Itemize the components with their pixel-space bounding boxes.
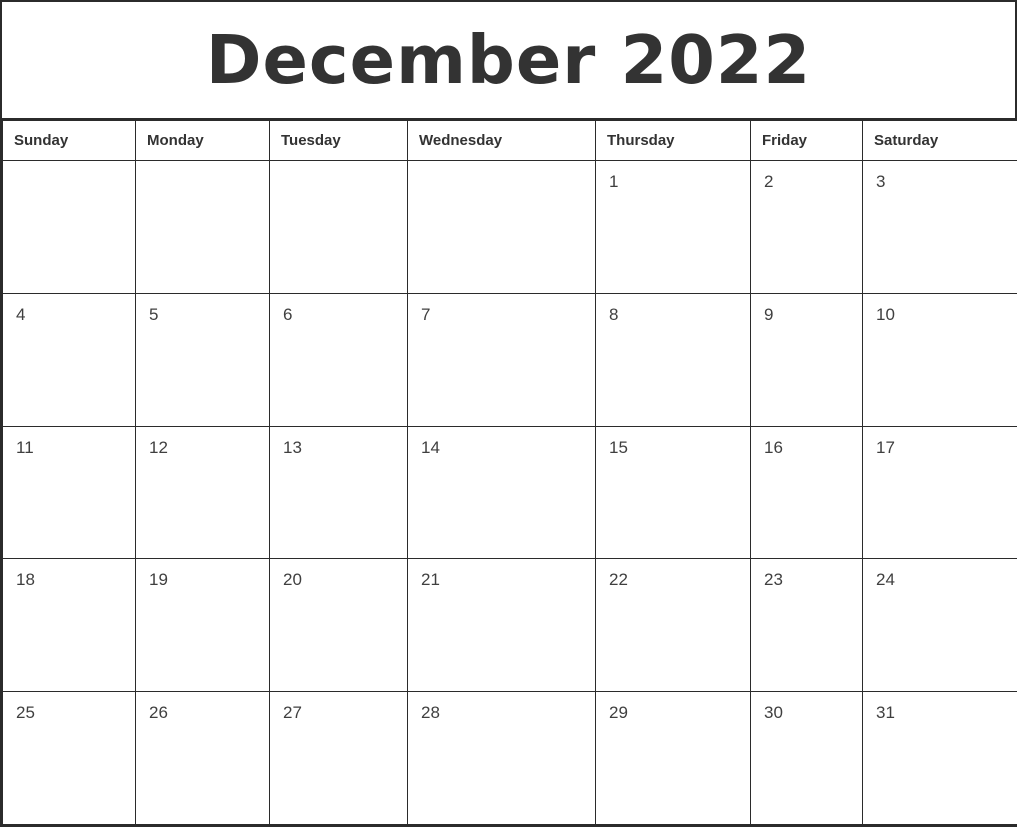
date-number: 27 — [283, 703, 302, 723]
day-cell — [596, 559, 751, 692]
date-number: 22 — [609, 570, 628, 590]
day-cell — [270, 161, 408, 294]
date-number: 26 — [149, 703, 168, 723]
day-cell — [596, 161, 751, 294]
date-number: 19 — [149, 570, 168, 590]
date-number — [408, 161, 595, 172]
day-cell — [751, 293, 863, 426]
week-row — [3, 559, 1017, 692]
weekday-header-wednesday: Wednesday — [408, 121, 596, 161]
weekday-header-sunday: Sunday — [3, 121, 136, 161]
date-number: 3 — [876, 172, 886, 191]
day-cell — [3, 426, 136, 559]
date-number: 6 — [283, 304, 293, 324]
day-cell — [136, 426, 270, 559]
date-number: 10 — [876, 304, 895, 324]
day-cell — [408, 161, 596, 294]
weekday-header-monday: Monday — [136, 121, 270, 161]
date-number: 13 — [283, 437, 302, 457]
date-number: 7 — [421, 304, 431, 324]
date-number — [136, 161, 269, 172]
date-number: 18 — [16, 570, 35, 590]
day-cell — [408, 692, 596, 825]
day-cell — [3, 293, 136, 426]
day-cell — [3, 559, 136, 692]
day-cell — [863, 161, 1017, 294]
day-cell — [751, 426, 863, 559]
date-number: 17 — [876, 437, 895, 457]
date-number: 30 — [764, 703, 783, 723]
weekday-header-friday: Friday — [751, 121, 863, 161]
date-number — [270, 161, 407, 172]
day-cell — [270, 559, 408, 692]
date-number: 1 — [609, 172, 619, 191]
calendar-grid — [2, 120, 1017, 825]
week-row — [3, 426, 1017, 559]
day-cell — [863, 559, 1017, 692]
day-cell — [863, 426, 1017, 559]
day-cell — [136, 692, 270, 825]
day-cell — [136, 161, 270, 294]
date-number: 24 — [876, 570, 895, 590]
date-number: 8 — [609, 304, 619, 324]
date-number: 31 — [876, 703, 895, 723]
day-cell — [408, 559, 596, 692]
date-number: 14 — [421, 437, 440, 457]
day-cell — [270, 692, 408, 825]
date-number: 20 — [283, 570, 302, 590]
day-cell — [596, 692, 751, 825]
date-number: 11 — [16, 437, 34, 457]
week-row — [3, 293, 1017, 426]
date-number: 9 — [764, 304, 774, 324]
day-cell — [270, 426, 408, 559]
day-cell — [3, 692, 136, 825]
day-cell — [751, 692, 863, 825]
week-row — [3, 161, 1017, 294]
day-cell — [3, 161, 136, 294]
date-number — [3, 161, 135, 172]
weekday-header-tuesday: Tuesday — [270, 121, 408, 161]
weekday-header-saturday: Saturday — [863, 121, 1017, 161]
day-cell — [270, 293, 408, 426]
date-number: 23 — [764, 570, 783, 590]
date-number: 5 — [149, 304, 159, 324]
date-number: 15 — [609, 437, 628, 457]
weekday-header-thursday: Thursday — [596, 121, 751, 161]
calendar-title: December 2022 — [205, 20, 812, 99]
date-number: 29 — [609, 703, 628, 723]
day-cell — [751, 161, 863, 294]
day-cell — [596, 293, 751, 426]
day-cell — [136, 293, 270, 426]
date-number: 2 — [764, 172, 774, 191]
day-cell — [863, 692, 1017, 825]
day-cell — [408, 293, 596, 426]
day-cell — [863, 293, 1017, 426]
date-number: 25 — [16, 703, 35, 723]
date-number: 12 — [149, 437, 168, 457]
day-cell — [136, 559, 270, 692]
date-number: 4 — [16, 304, 26, 324]
weekday-header-row — [3, 121, 1017, 161]
calendar-title-bar — [2, 2, 1015, 120]
day-cell — [408, 426, 596, 559]
date-number: 28 — [421, 703, 440, 723]
date-number: 21 — [421, 570, 440, 590]
week-row — [3, 692, 1017, 825]
date-number: 16 — [764, 437, 783, 457]
day-cell — [596, 426, 751, 559]
day-cell — [751, 559, 863, 692]
